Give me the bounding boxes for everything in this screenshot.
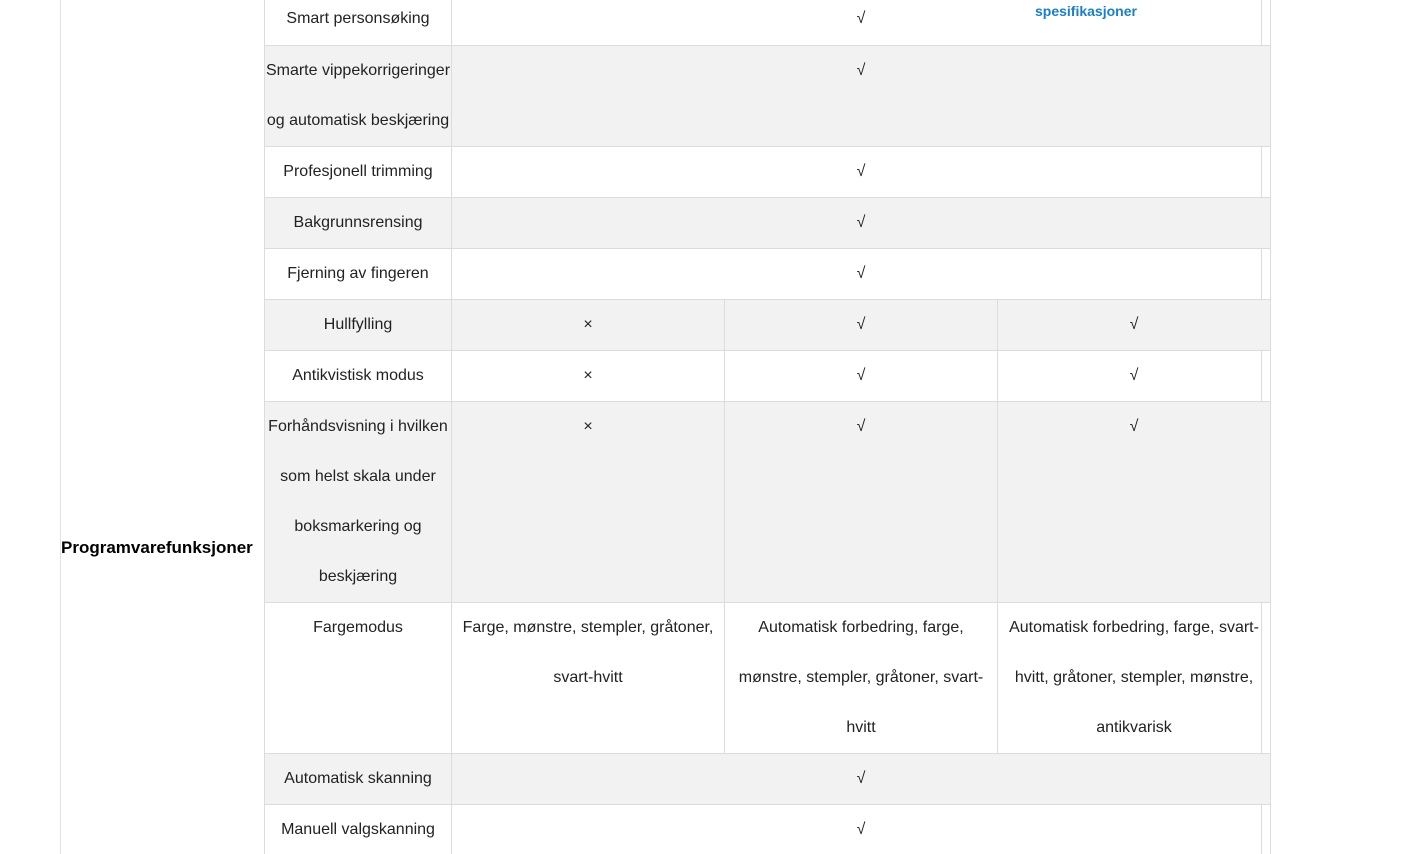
feature-cell: Smarte vippekorrigeringer og automatisk beskjæring bbox=[265, 46, 452, 147]
table-row bbox=[265, 198, 1271, 249]
column-divider bbox=[1261, 0, 1262, 45]
cross-mark: × bbox=[583, 367, 593, 384]
feature-cell: Hullfylling bbox=[265, 300, 452, 351]
check-mark: √ bbox=[856, 62, 866, 79]
cross-mark: × bbox=[583, 316, 593, 333]
value-cell: Farge, mønstre, stempler, gråtoner, svart-hvitt bbox=[452, 603, 725, 754]
value-cell bbox=[452, 198, 1271, 249]
value-cell bbox=[452, 300, 725, 351]
check-mark: √ bbox=[1129, 418, 1139, 435]
cross-mark: × bbox=[583, 418, 593, 435]
table-row bbox=[265, 603, 1271, 754]
value-cell: Automatisk forbedring, farge, svart-hvitt, gråtoner, stempler, mønstre, antikvarisk bbox=[998, 603, 1271, 754]
value-cell bbox=[452, 46, 1271, 147]
value-cell bbox=[998, 300, 1271, 351]
feature-cell: Fargemodus bbox=[265, 603, 452, 754]
table-row bbox=[265, 300, 1271, 351]
feature-cell: Fjerning av fingeren bbox=[265, 249, 452, 300]
check-mark: √ bbox=[856, 265, 866, 282]
value-cell bbox=[452, 249, 1271, 300]
value-cell bbox=[725, 351, 998, 402]
value-cell bbox=[452, 754, 1271, 805]
feature-cell: Smart personsøking bbox=[265, 0, 452, 46]
check-mark: √ bbox=[856, 214, 866, 231]
value-cell bbox=[452, 402, 725, 603]
table-row bbox=[265, 249, 1271, 300]
group-column-border bbox=[60, 0, 61, 854]
check-mark: √ bbox=[856, 10, 866, 27]
check-mark: √ bbox=[1129, 316, 1139, 333]
check-mark: √ bbox=[1129, 367, 1139, 384]
value-cell bbox=[998, 351, 1271, 402]
check-mark: √ bbox=[856, 367, 866, 384]
table-row bbox=[265, 805, 1271, 854]
check-mark: √ bbox=[856, 418, 866, 435]
specifications-link[interactable]: spesifikasjoner bbox=[1035, 3, 1137, 19]
table-row bbox=[265, 46, 1271, 147]
value-cell bbox=[452, 0, 1271, 46]
table-row bbox=[265, 147, 1271, 198]
table-row bbox=[265, 351, 1271, 402]
value-cell bbox=[725, 300, 998, 351]
feature-cell: Bakgrunnsrensing bbox=[265, 198, 452, 249]
value-cell: Automatisk forbedring, farge, mønstre, stempler, gråtoner, svart-hvitt bbox=[725, 603, 998, 754]
check-mark: √ bbox=[856, 163, 866, 180]
feature-cell: Manuell valgskanning bbox=[265, 805, 452, 854]
value-cell bbox=[725, 402, 998, 603]
feature-cell: Forhåndsvisning i hvilken som helst skala under boksmarkering og beskjæring bbox=[265, 402, 452, 603]
value-cell bbox=[452, 351, 725, 402]
value-cell bbox=[452, 805, 1271, 854]
group-label: Programvarefunksjoner bbox=[61, 538, 253, 557]
column-divider bbox=[1261, 146, 1262, 197]
column-divider bbox=[1261, 804, 1262, 854]
value-cell bbox=[452, 147, 1271, 198]
column-divider bbox=[1261, 350, 1262, 401]
spec-table bbox=[264, 0, 1271, 854]
column-divider bbox=[1261, 602, 1262, 753]
feature-cell: Automatisk skanning bbox=[265, 754, 452, 805]
column-divider bbox=[1261, 248, 1262, 299]
feature-cell: Antikvistisk modus bbox=[265, 351, 452, 402]
table-row bbox=[265, 754, 1271, 805]
value-cell bbox=[998, 402, 1271, 603]
table-row bbox=[265, 402, 1271, 603]
check-mark: √ bbox=[856, 316, 866, 333]
check-mark: √ bbox=[856, 821, 866, 838]
check-mark: √ bbox=[856, 770, 866, 787]
feature-cell: Profesjonell trimming bbox=[265, 147, 452, 198]
